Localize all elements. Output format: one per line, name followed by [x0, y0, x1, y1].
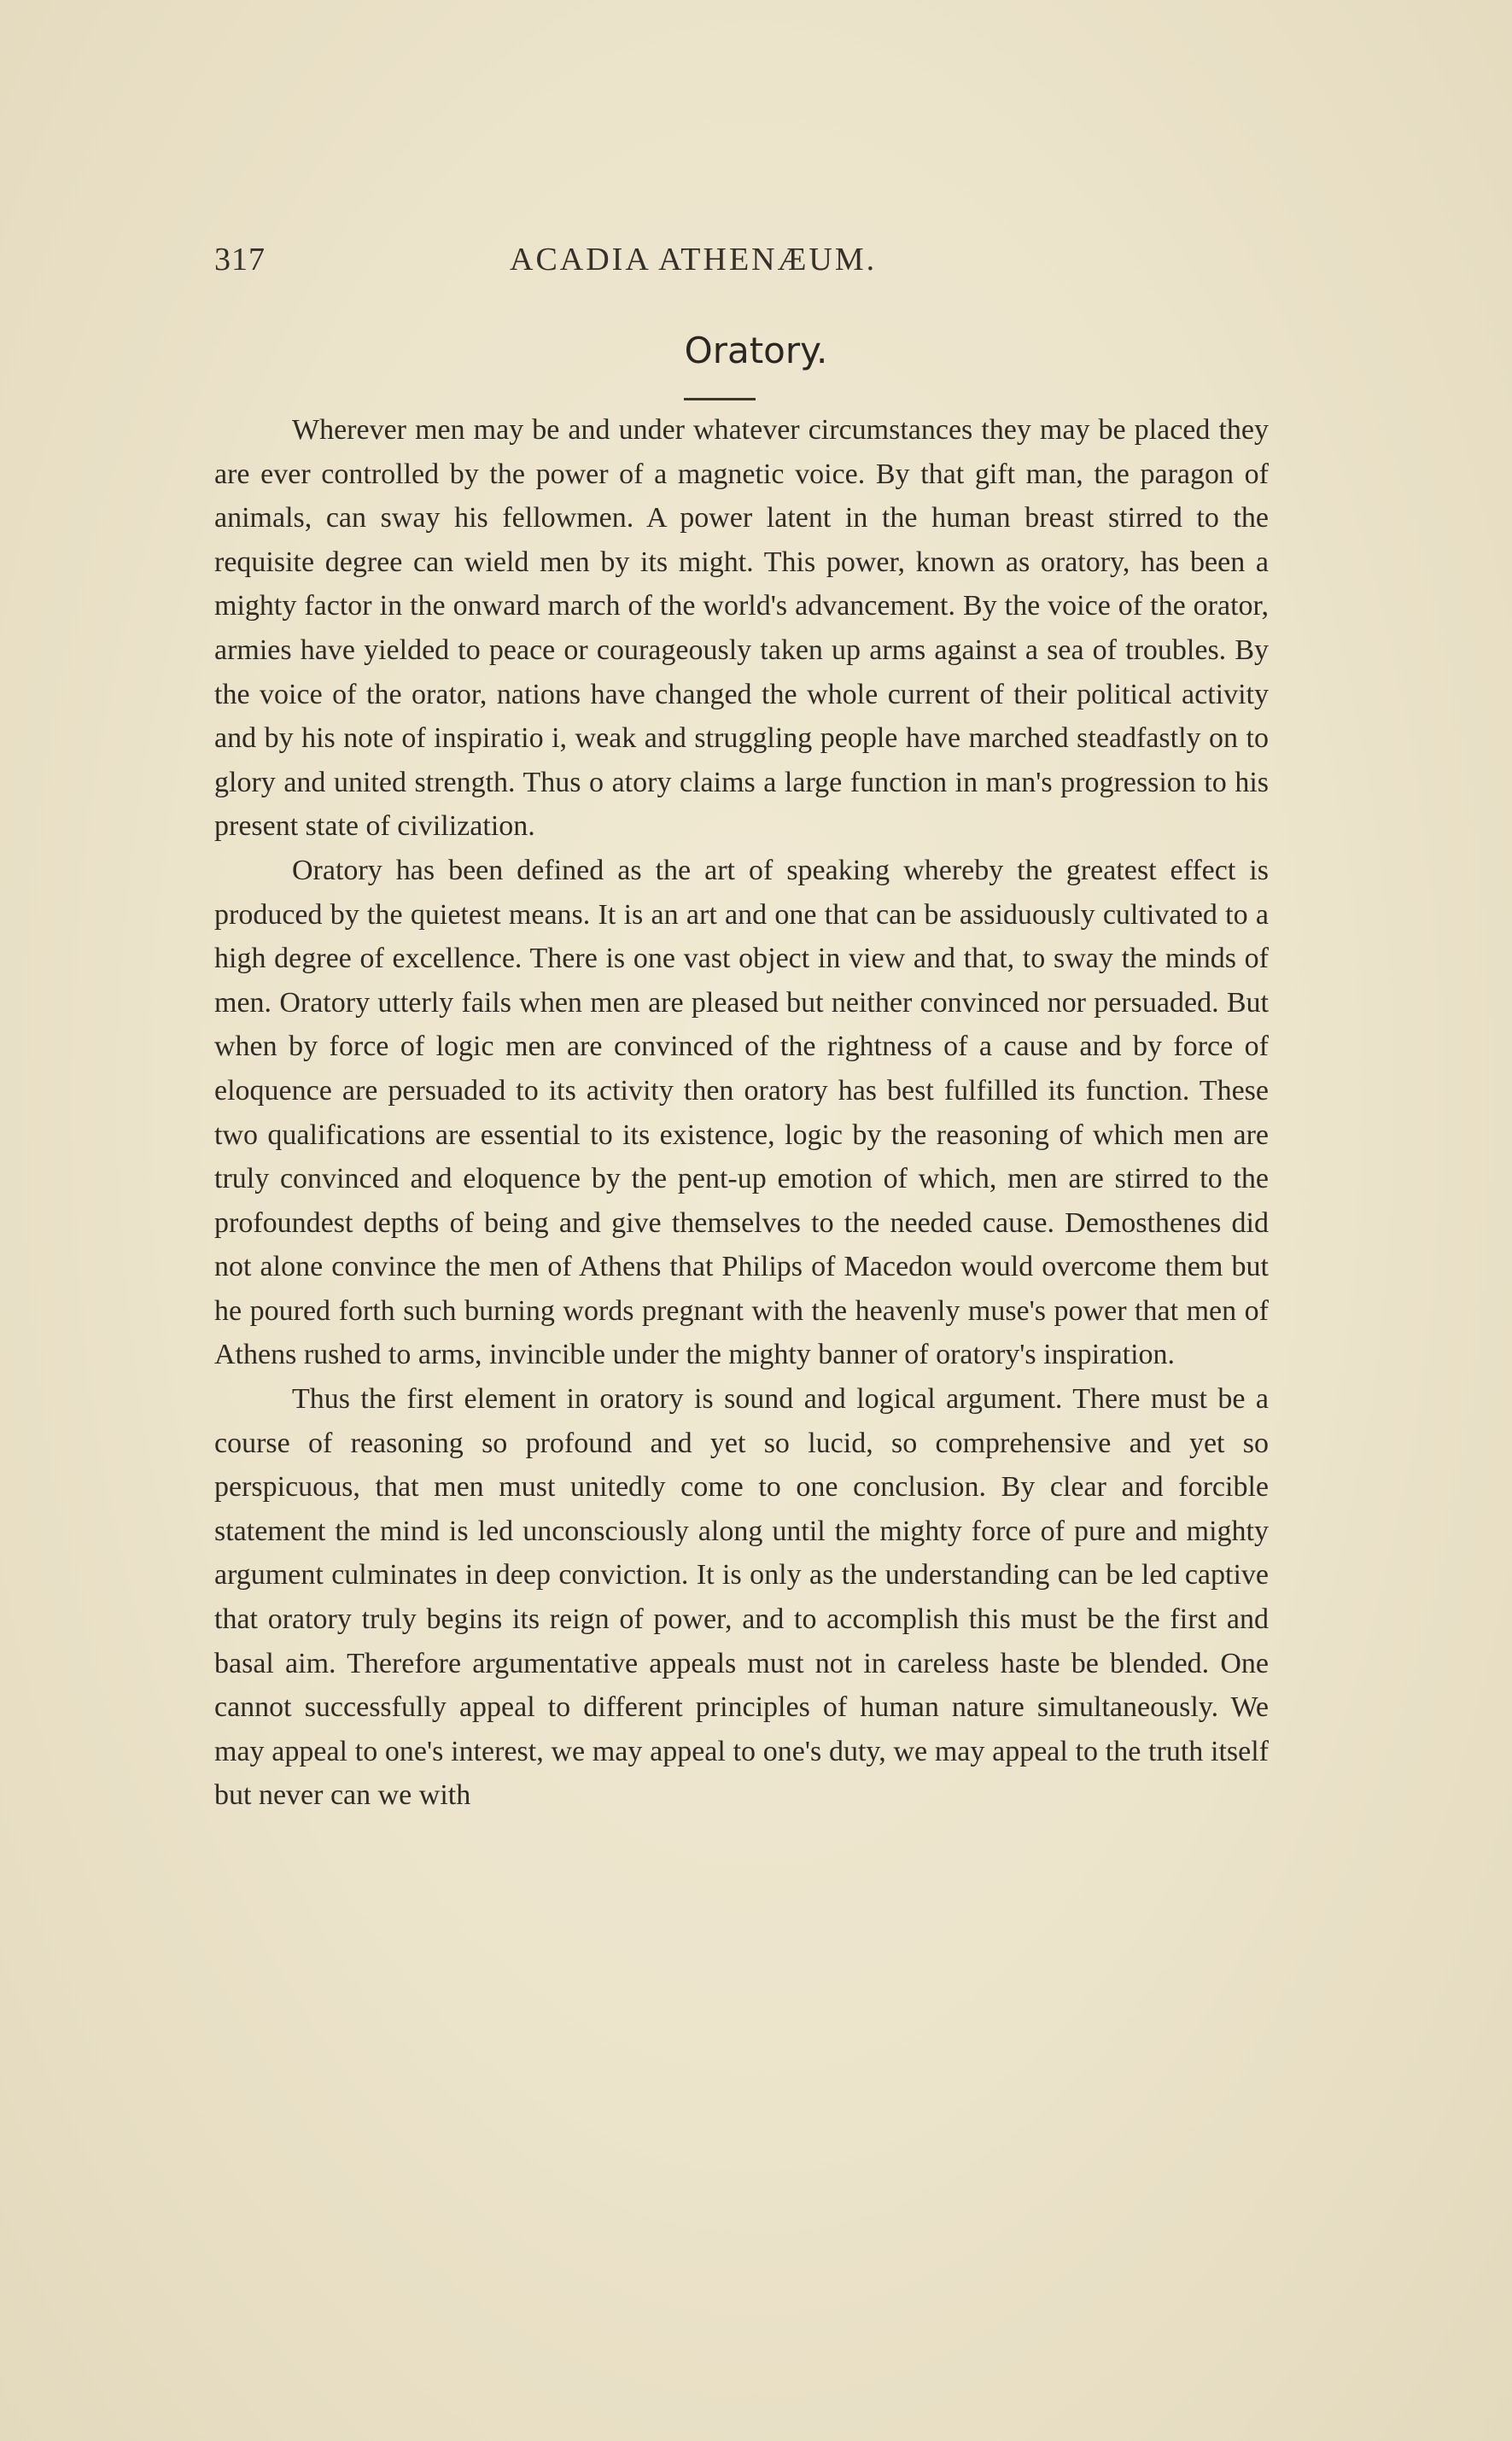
- journal-title: ACADIA ATHENÆUM.: [510, 242, 878, 277]
- page-number: 317: [214, 242, 266, 277]
- title-rule: [684, 398, 756, 400]
- article-body: [214, 408, 1269, 1818]
- paragraph: Oratory has been defined as the art of speaking whereby the greatest effect is produced by the quietest means. It is an art and one that can be assiduously cultivated to a high degree of excellence. There is one vast object in view and that, to sway the minds of men. Oratory utterly fails when men are pleased but neither convinced nor persuaded. But when by force of logic men are convinced of the rightness of a cause and by force of eloquence are persuaded to its activity then oratory has best fulfilled its function. These two qualifications are essential to its existence, logic by the reasoning of which men are truly convinced and eloquence by the pent-up emotion of which, men are stirred to the profoundest depths of being and give themselves to the needed cause. Demosthenes did not alone convince the men of Athens that Philips of Macedon would overcome them but he poured forth such burning words pregnant with the heavenly muse's power that men of Athens rushed to arms, invincible under the mighty banner of oratory's inspiration.: [214, 854, 1269, 1371]
- running-header: [214, 241, 1281, 292]
- paragraph: Wherever men may be and under whatever circumstances they may be placed they are ever controlled by the power of a magnetic voice. By that gift man, the paragon of animals, can sway his fellowmen. A power latent in the human breast stirred to the requisite degree can wield men by its might. This power, known as oratory, has been a mighty factor in the onward march of the world's advancement. By the voice of the orator, armies have yielded to peace or courageously taken up arms against a sea of troubles. By the voice of the orator, nations have changed the whole current of their political activity and by his note of inspiratio i, weak and struggling people have marched steadfastly on to glory and united strength. Thus o atory claims a large function in man's progression to his present state of civilization.: [214, 414, 1269, 843]
- article-title: Oratory.: [684, 330, 828, 371]
- paragraph: Thus the first element in oratory is sound and logical argument. There must be a course of reasoning so profound and yet so lucid, so comprehensive and yet so perspicuous, that men must unitedly come to one conclusion. By clear and forcible statement the mind is led unconsciously along until the mighty force of pure and mighty argument culminates in deep conviction. It is only as the understanding can be led captive that oratory truly begins its reign of power, and to accomplish this must be the first and basal aim. Therefore argumentative appeals must not in careless haste be blended. One cannot successfully appeal to different principles of human nature simultaneously. We may appeal to one's interest, we may appeal to one's duty, we may appeal to the truth itself but never can we with: [214, 1383, 1269, 1812]
